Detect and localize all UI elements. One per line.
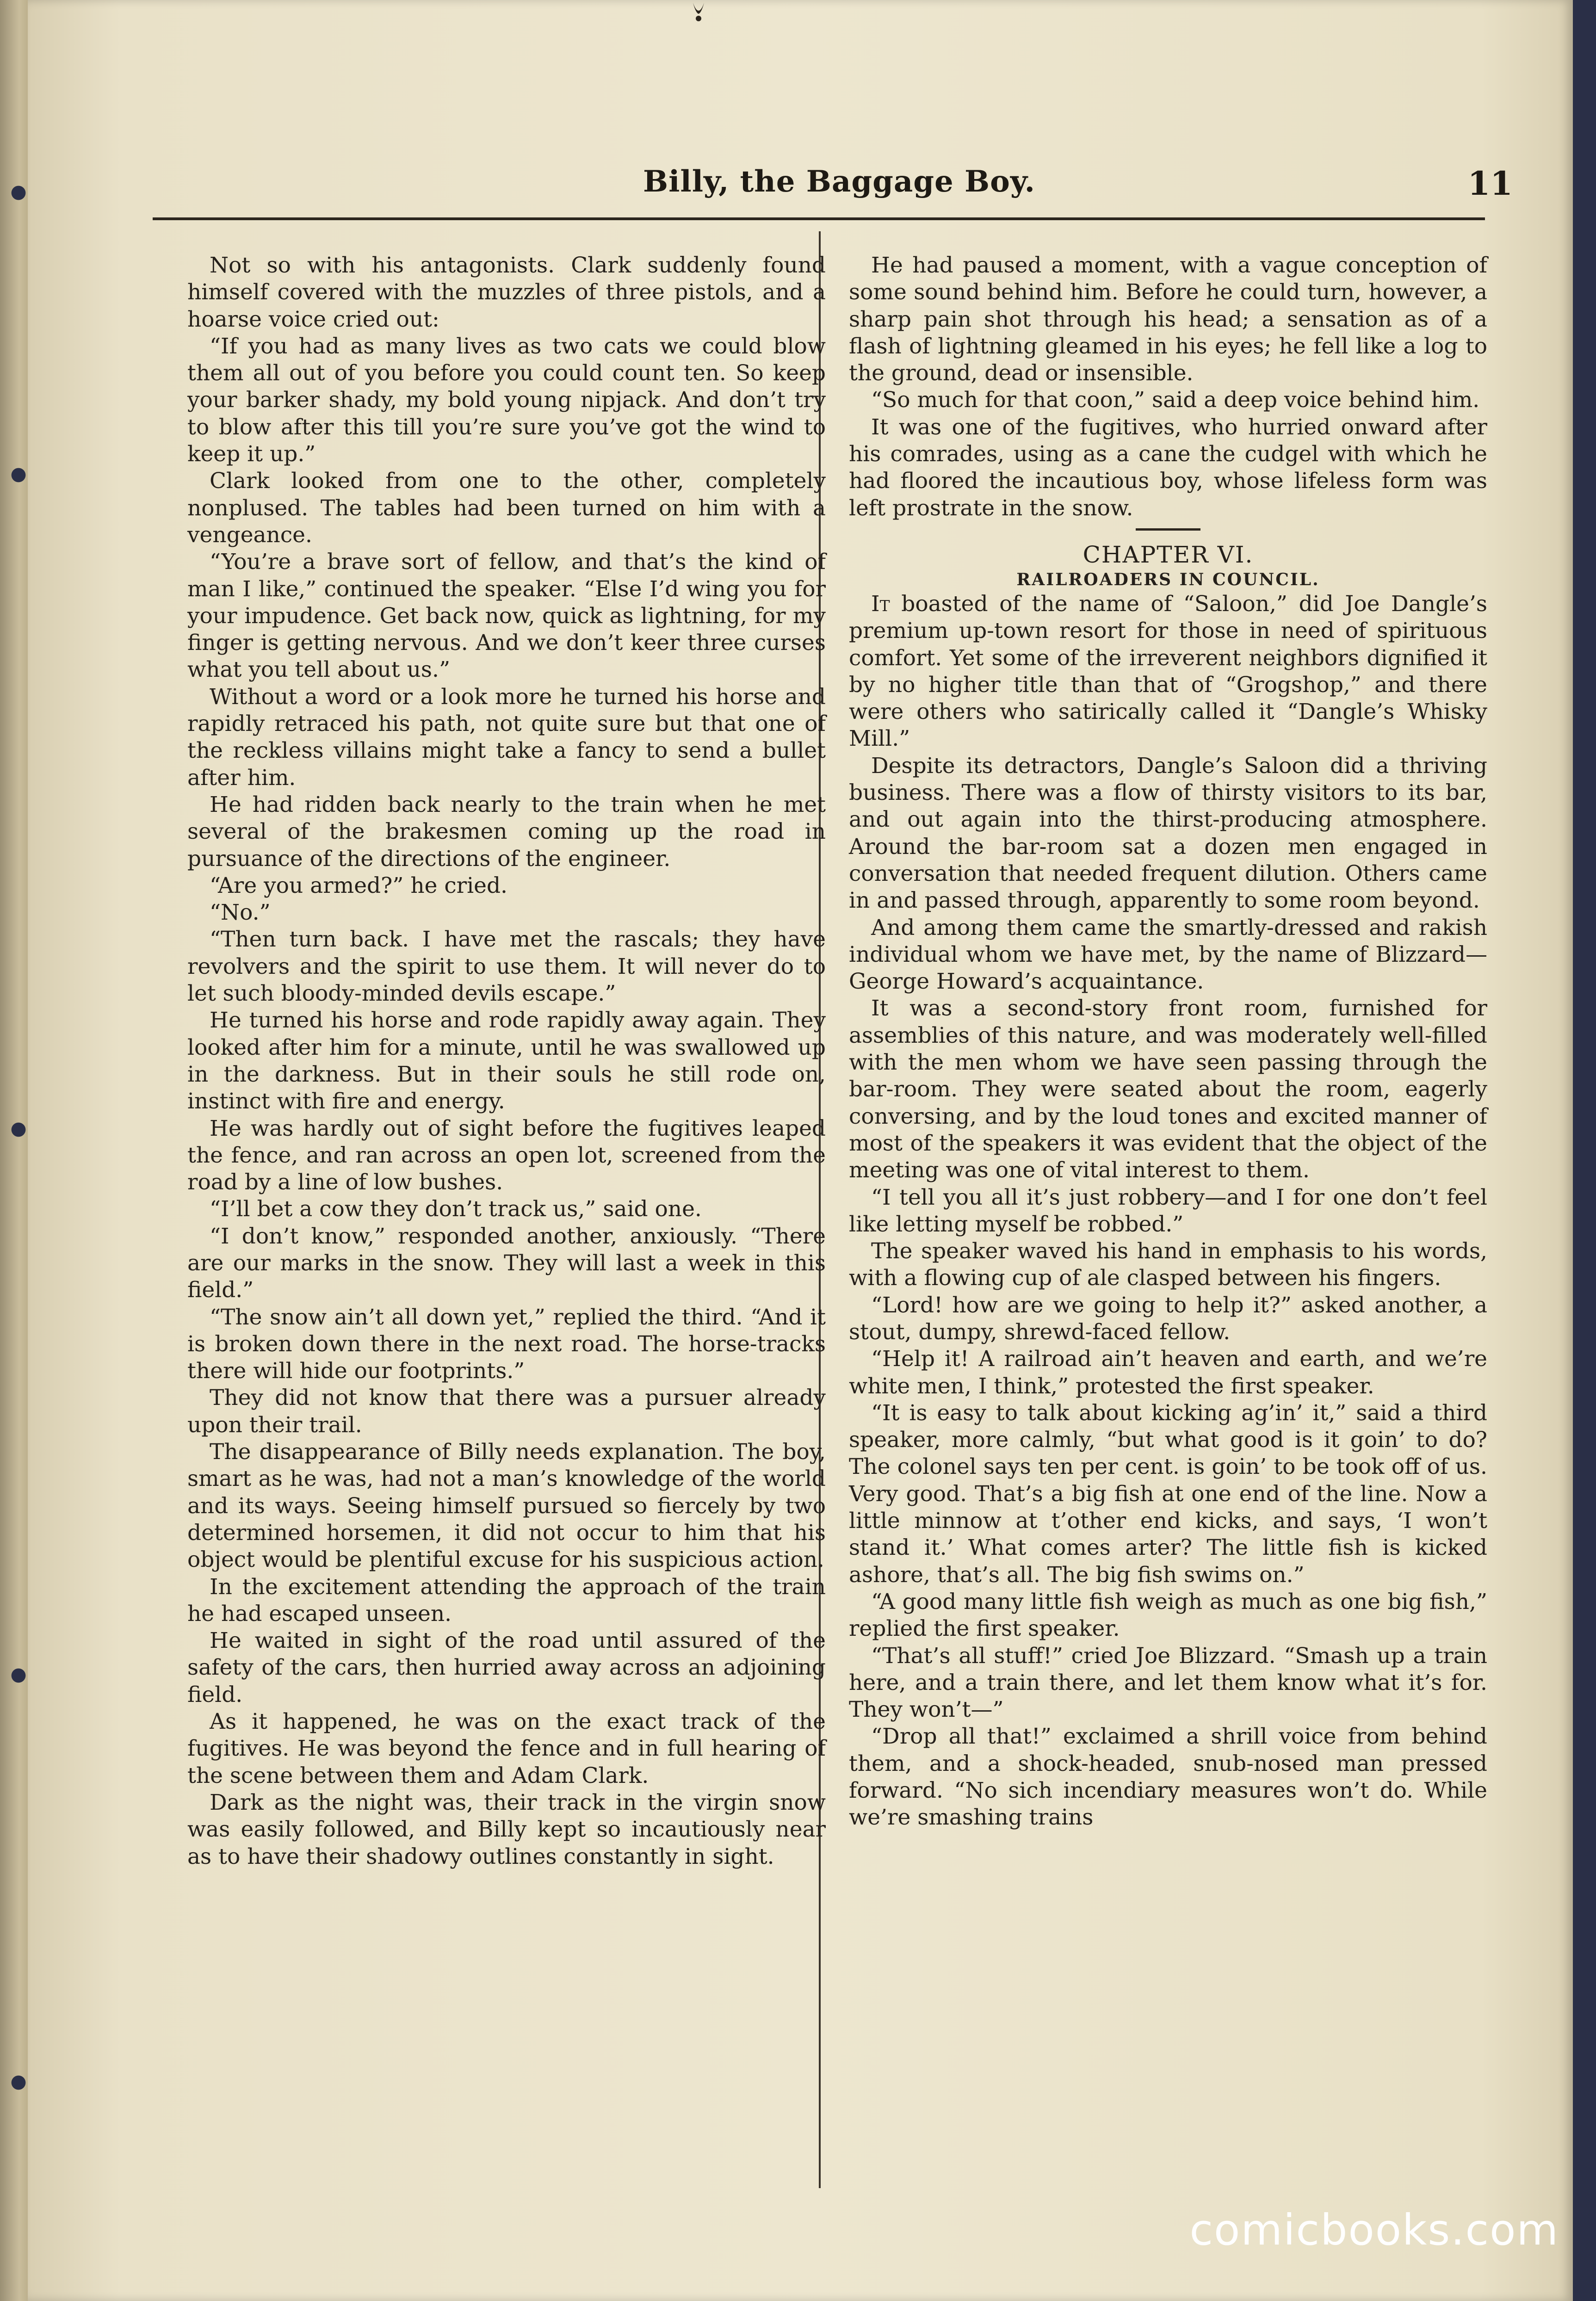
paragraph: In the excitement attending the approach of the train he had escaped unseen. xyxy=(187,1574,826,1627)
paragraph: “No.” xyxy=(210,900,271,926)
paragraph: The disappearance of Billy needs explanation. The boy, smart as he was, had not a man’s knowledge of the world and its ways. Seeing himself pursued so fiercely by two determined horsemen, it did not occur to him that his object would be plentiful excuse for his suspicious action. xyxy=(187,1439,826,1573)
paragraph: “I’ll bet a cow they don’t track us,” said one. xyxy=(210,1196,702,1222)
chapter-rule xyxy=(1136,528,1200,531)
paragraph: He turned his horse and rode rapidly away again. They looked after him for a minute, until he was swallowed up in the darkness. But in their souls he still rode on, instinct with fire and energy. xyxy=(187,1008,826,1114)
paragraph: “Then turn back. I have met the rascals; they have revolvers and the spirit to use them. It will never do to let such bloody-minded devils escape.” xyxy=(187,927,826,1007)
paragraph: He waited in sight of the road until assured of the safety of the cars, then hurried away across an adjoining field. xyxy=(187,1628,826,1707)
paragraph: Not so with his antagonists. Clark suddenly found himself covered with the muzzles of three pistols, and a hoarse voice cried out: xyxy=(187,253,826,332)
paragraph: “Help it! A railroad ain’t heaven and earth, and we’re white men, I think,” protested the first speaker. xyxy=(849,1346,1487,1399)
paragraph: Clark looked from one to the other, completely nonplused. The tables had been turned on him with a vengeance. xyxy=(187,468,826,548)
paragraph: “If you had as many lives as two cats we could blow them all out of you before you could count ten. So keep your barker shady, my bold young nipjack. And don’t try to blow after this till you’re sure you’ve got the wind to keep it up.” xyxy=(187,333,826,467)
paragraph: The speaker waved his hand in emphasis to his words, with a flowing cup of ale clasped between his fingers. xyxy=(849,1238,1487,1291)
paragraph: He was hardly out of sight before the fugitives leaped the fence, and ran across an open lot, screened from the road by a line of low bushes. xyxy=(187,1115,826,1195)
paragraph: As it happened, he was on the exact track of the fugitives. He was beyond the fence and in full hearing of the scene between them and Adam Clark. xyxy=(187,1709,826,1788)
paragraph: “I tell you all it’s just robbery—and I for one don’t feel like letting myself be robbed.” xyxy=(849,1184,1487,1237)
left-column xyxy=(187,252,826,1870)
chapter-first-paragraph xyxy=(849,591,1487,753)
paragraph: “Drop all that!” exclaimed a shrill voice from behind them, and a shock-headed, snub-nosed man pressed forward. “No sich incendiary measures won’t do. While we’re smashing trains xyxy=(849,1724,1487,1831)
staple-icon xyxy=(8,183,29,203)
paragraph: “The snow ain’t all down yet,” replied the third. “And it is broken down there in the next road. The horse-tracks there will hide our footprints.” xyxy=(187,1304,826,1384)
right-column xyxy=(849,252,1487,1831)
paragraph: “Are you armed?” he cried. xyxy=(210,872,508,898)
paragraph: Dark as the night was, their track in the virgin snow was easily followed, and Billy kept so incautiously near as to have their shadowy outlines constantly in sight. xyxy=(187,1789,826,1869)
header-rule xyxy=(153,217,1485,220)
running-title: Billy, the Baggage Boy. xyxy=(643,164,1035,199)
paragraph: And among them came the smartly-dressed and rakish individual whom we have met, by the name of Blizzard—George Howard’s acquaintance. xyxy=(849,915,1487,995)
staple-icon xyxy=(8,2072,29,2093)
paragraph: “I don’t know,” responded another, anxiously. “There are our marks in the snow. They will last a week in this field.” xyxy=(187,1223,826,1303)
paragraph: “So much for that coon,” said a deep voice behind him. xyxy=(871,387,1480,413)
paragraph: “It is easy to talk about kicking ag’in’ it,” said a third speaker, more calmly, “but what good is it goin’ to do? The colonel says ten per cent. is goin’ to be took off of us. Very good. That’s a big fish at one end of the line. Now a little minnow at t’other end kicks, and says, ‘I won’t stand it.’ What comes arter? The little fish is kicked ashore, that’s all. The big fish swims on.” xyxy=(849,1400,1487,1588)
paragraph: They did not know that there was a pursuer already upon their trail. xyxy=(187,1385,826,1438)
staple-icon xyxy=(8,1665,29,1686)
paragraph: He had paused a moment, with a vague conception of some sound behind him. Before he could turn, however, a sharp pain shot through his head; a sensation as of a flash of lightning gleamed in his eyes; he fell like a log to the ground, dead or insensible. xyxy=(849,253,1487,386)
paragraph: He had ridden back nearly to the train when he met several of the brakesmen coming up the road in pursuance of the directions of the engineer. xyxy=(187,792,826,872)
staple-icon xyxy=(8,1120,29,1140)
paragraph: It was a second-story front room, furnished for assemblies of this nature, and was moderately well-filled with the men whom we have seen passing through the bar-room. They were seated about the room, eagerly conversing, and by the loud tones and excited manner of most of the speakers it was evident that the object of the meeting was one of vital interest to them. xyxy=(849,996,1487,1183)
chapter-subtitle: RAILROADERS IN COUNCIL. xyxy=(1016,569,1320,589)
paragraph: “Lord! how are we going to help it?” asked another, a stout, dumpy, shrewd-faced fellow. xyxy=(849,1292,1487,1345)
chapter-first-word: It xyxy=(871,591,890,617)
page-number: 11 xyxy=(1467,164,1513,203)
chapter-first-paragraph-text: boasted of the name of “Saloon,” did Joe Dangle’s premium up-town resort for those in need of spirituous comfort. Yet some of the irreverent neighbors dignified it by no higher title than that of “Grogshop,” and there were others who satirically called it “Dangle’s Whisky Mill.” xyxy=(849,591,1487,752)
paragraph: Without a word or a look more he turned his horse and rapidly retraced his path, not quite sure but that one of the reckless villains might take a fancy to send a bullet after him. xyxy=(187,684,826,791)
paragraph: “You’re a brave sort of fellow, and that’s the kind of man I like,” continued the speaker. “Else I’d wing you for your impudence. Get back now, quick as lightning, for my finger is getting nervous. And we don’t keer three curses what you tell about us.” xyxy=(187,549,826,683)
paragraph: It was one of the fugitives, who hurried onward after his comrades, using as a cane the cudgel with which he had floored the incautious boy, whose lifeless form was left prostrate in the snow. xyxy=(849,414,1487,521)
watermark: comicbooks.com xyxy=(1189,2205,1559,2255)
paragraph: “A good many little fish weigh as much as one big fish,” replied the first speaker. xyxy=(849,1589,1487,1642)
ornament-icon xyxy=(685,0,712,28)
paragraph: Despite its detractors, Dangle’s Saloon did a thriving business. There was a flow of thirsty visitors to its bar, and out again into the thirst-producing atmosphere. Around the bar-room sat a dozen men engaged in conversation that needed frequent dilution. Others came in and passed through, apparently to some room beyond. xyxy=(849,753,1487,914)
page-header xyxy=(180,164,1513,208)
paragraph: “That’s all stuff!” cried Joe Blizzard. “Smash up a train here, and a train there, and let them know what it’s for. They won’t—” xyxy=(849,1643,1487,1723)
staple-icon xyxy=(8,465,29,485)
chapter-heading: CHAPTER VI. xyxy=(1083,541,1254,568)
